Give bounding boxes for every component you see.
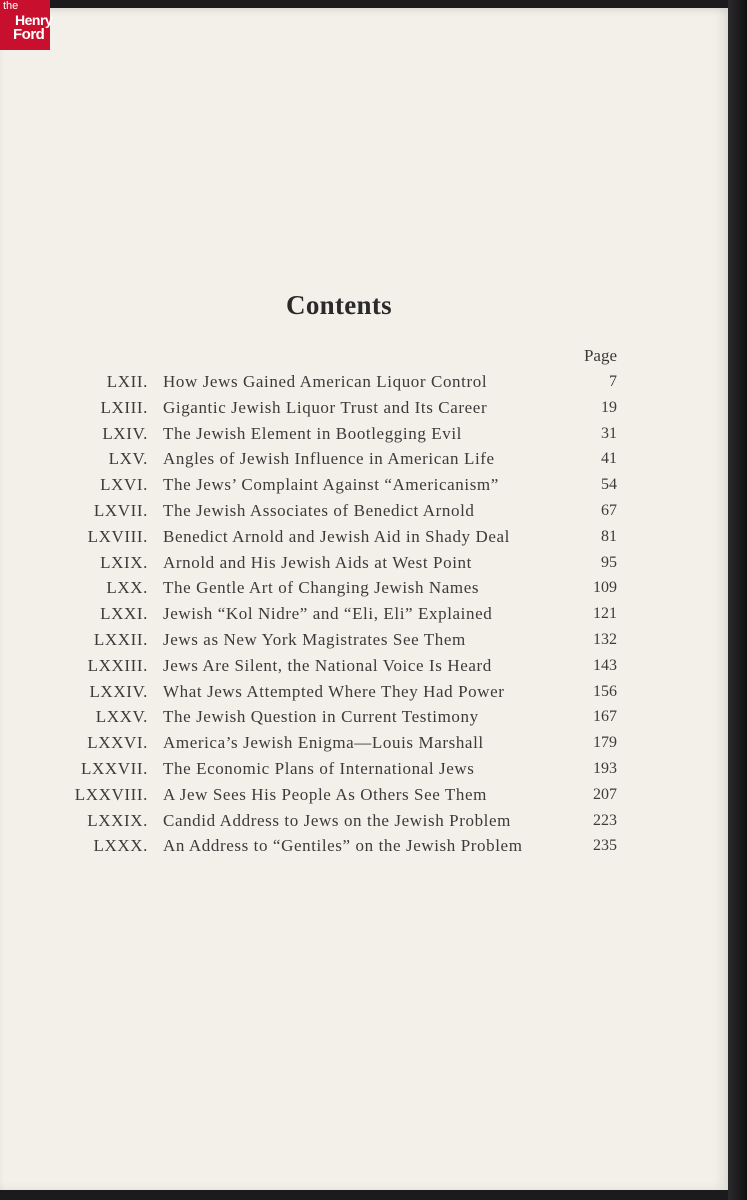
chapter-page: 95 xyxy=(601,553,617,571)
table-of-contents xyxy=(0,369,700,859)
chapter-number: LXXVIII. xyxy=(74,784,148,804)
chapter-page: 143 xyxy=(593,656,617,674)
chapter-title: Benedict Arnold and Jewish Aid in Shady Deal xyxy=(163,526,510,546)
chapter-title: Angles of Jewish Influence in American Life xyxy=(163,449,495,469)
chapter-number: LXIII. xyxy=(100,397,148,417)
chapter-title: The Jewish Element in Bootlegging Evil xyxy=(163,423,463,443)
chapter-number: LXIV. xyxy=(102,423,148,443)
toc-entry xyxy=(0,472,700,498)
chapter-page: 54 xyxy=(601,476,617,494)
chapter-title: Jewish “Kol Nidre” and “Eli, Eli” Explained xyxy=(163,604,493,624)
chapter-number: LXVII. xyxy=(93,500,148,520)
chapter-number: LXII. xyxy=(106,372,148,391)
chapter-page: 193 xyxy=(593,759,617,777)
chapter-title: Gigantic Jewish Liquor Trust and Its Career xyxy=(163,397,488,417)
chapter-number: LXX. xyxy=(106,578,148,598)
page-title: Contents xyxy=(286,290,392,320)
toc-entry xyxy=(0,653,700,679)
chapter-page: 179 xyxy=(593,734,617,752)
chapter-title: An Address to “Gentiles” on the Jewish Problem xyxy=(163,836,523,856)
toc-entry xyxy=(0,601,700,627)
chapter-number: LXXIV. xyxy=(89,681,148,701)
chapter-title: Jews Are Silent, the National Voice Is Heard xyxy=(163,655,492,675)
chapter-page: 132 xyxy=(593,630,617,648)
book-spine-edge xyxy=(728,0,747,1200)
toc-entry xyxy=(0,679,700,705)
chapter-title: Jews as New York Magistrates See Them xyxy=(163,629,466,649)
toc-entry xyxy=(0,550,700,576)
chapter-number: LXVIII. xyxy=(87,526,148,546)
chapter-title: The Economic Plans of International Jews xyxy=(163,758,475,778)
toc-entry xyxy=(0,833,700,859)
chapter-title: Candid Address to Jews on the Jewish Problem xyxy=(163,810,511,830)
chapter-number: LXXVI. xyxy=(87,733,148,753)
chapter-page: 121 xyxy=(593,605,617,623)
toc-entry xyxy=(0,730,700,756)
chapter-number: LXIX. xyxy=(100,552,148,572)
toc-entry xyxy=(0,704,700,730)
toc-entry xyxy=(0,627,700,653)
chapter-number: LXXII. xyxy=(93,629,148,649)
chapter-page: 109 xyxy=(593,579,617,597)
chapter-title: A Jew Sees His People As Others See Them xyxy=(163,784,487,804)
chapter-title: America’s Jewish Enigma—Louis Marshall xyxy=(163,733,484,753)
toc-entry xyxy=(0,421,700,447)
toc-entry xyxy=(0,446,700,472)
chapter-page: 41 xyxy=(601,450,617,468)
toc-entry xyxy=(0,575,700,601)
toc-entry xyxy=(0,524,700,550)
chapter-title: The Jews’ Complaint Against “Americanism” xyxy=(163,475,499,495)
chapter-page: 207 xyxy=(593,785,617,803)
chapter-title: Arnold and His Jewish Aids at West Point xyxy=(163,552,472,572)
toc-entry xyxy=(0,498,700,524)
chapter-title: How Jews Gained American Liquor Control xyxy=(163,372,488,391)
toc-entry xyxy=(0,782,700,808)
chapter-number: LXXX. xyxy=(93,836,148,856)
chapter-title: The Gentle Art of Changing Jewish Names xyxy=(163,578,480,598)
chapter-page: 7 xyxy=(609,373,617,390)
chapter-title: What Jews Attempted Where They Had Power xyxy=(163,681,505,701)
chapter-page: 167 xyxy=(593,708,617,726)
chapter-page: 223 xyxy=(593,811,617,829)
chapter-page: 19 xyxy=(601,398,617,416)
chapter-title: The Jewish Associates of Benedict Arnold xyxy=(163,500,475,520)
chapter-number: LXV. xyxy=(108,449,148,469)
chapter-number: LXXV. xyxy=(95,707,148,727)
chapter-page: 81 xyxy=(601,527,617,545)
henry-ford-logo: the Henry Ford xyxy=(0,0,50,50)
chapter-number: LXXVII. xyxy=(81,758,148,778)
chapter-title: The Jewish Question in Current Testimony xyxy=(163,707,479,727)
chapter-page: 31 xyxy=(601,424,617,442)
toc-entry xyxy=(0,395,700,421)
chapter-number: LXXI. xyxy=(100,604,148,624)
toc-entry xyxy=(0,369,700,395)
page-column-header: Page xyxy=(583,346,617,365)
chapter-page: 67 xyxy=(601,501,617,519)
toc-entry xyxy=(0,808,700,834)
chapter-number: LXVI. xyxy=(100,475,148,495)
chapter-page: 156 xyxy=(593,682,617,700)
chapter-number: LXXIX. xyxy=(87,810,148,830)
chapter-number: LXXIII. xyxy=(87,655,148,675)
chapter-page: 235 xyxy=(593,837,617,855)
toc-entry xyxy=(0,756,700,782)
